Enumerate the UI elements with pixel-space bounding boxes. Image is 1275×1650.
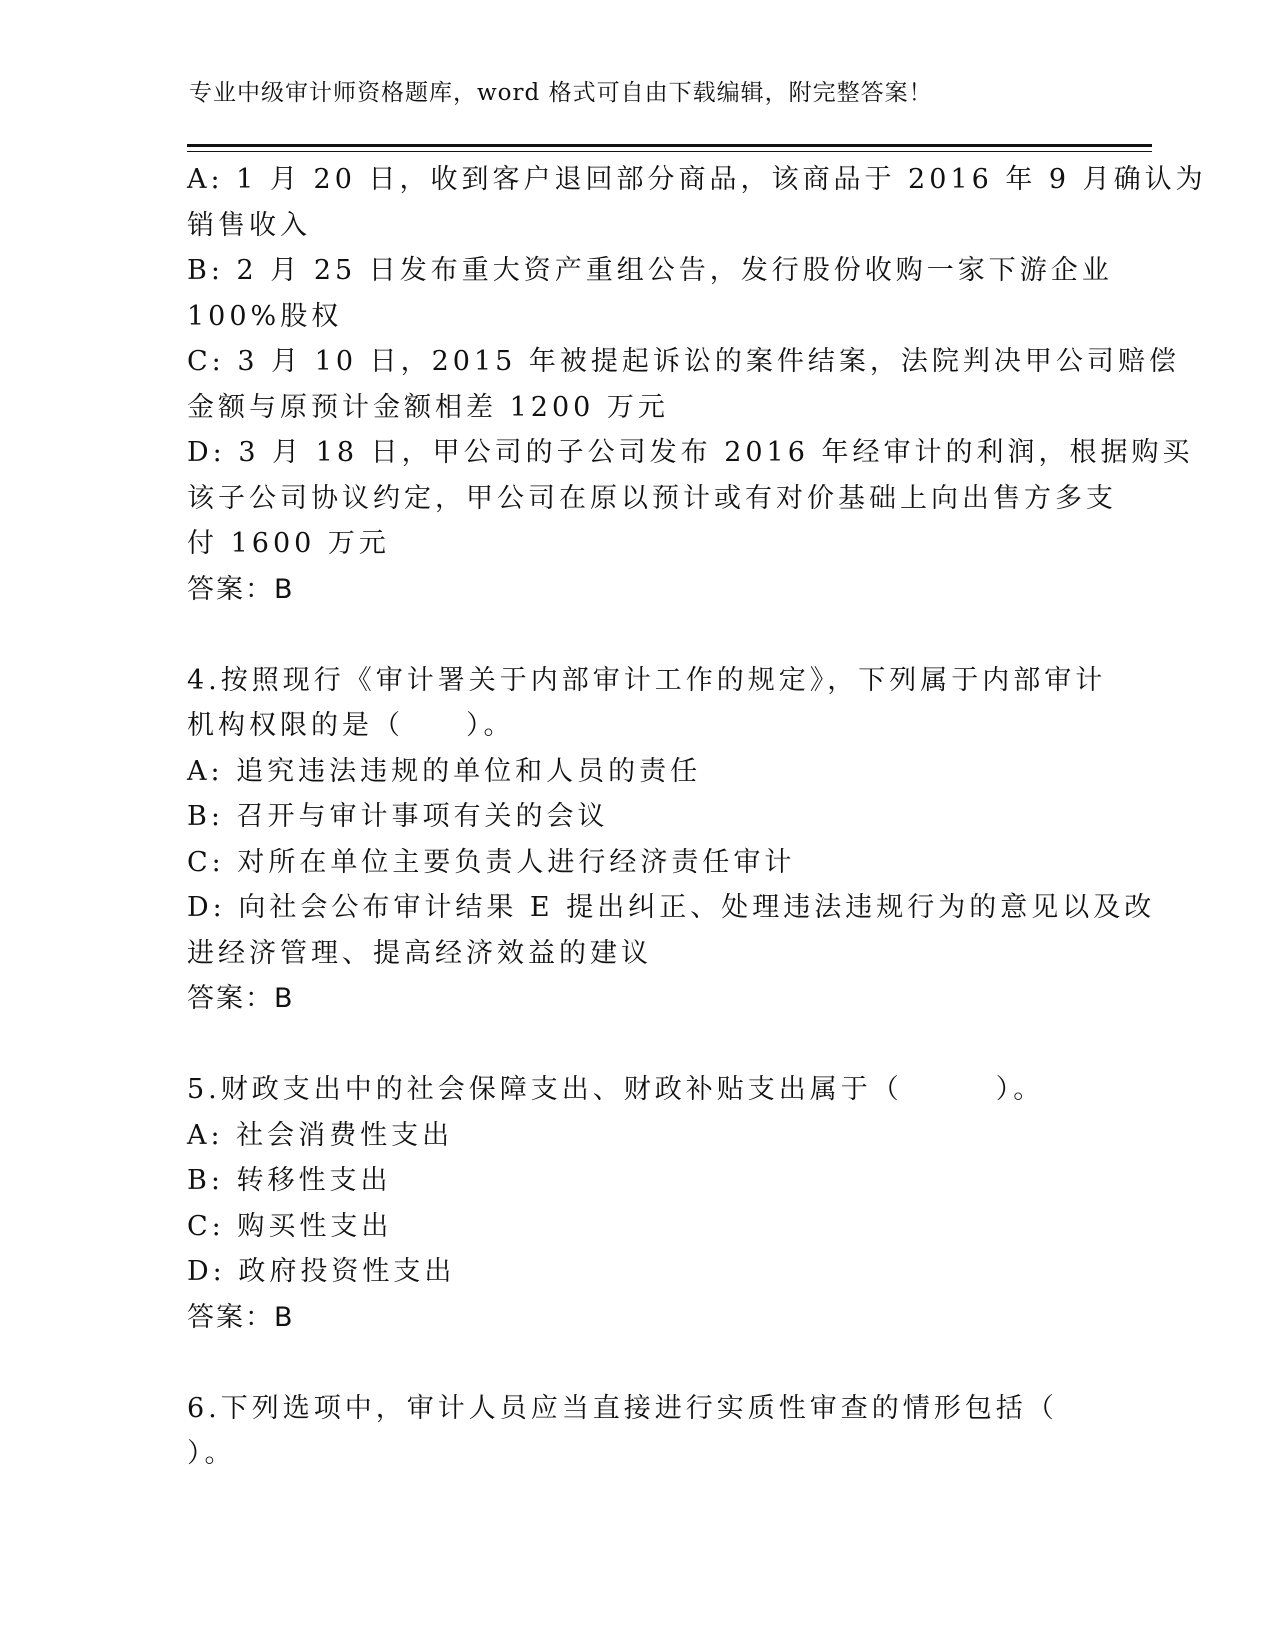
option-c: C: 对所在单位主要负责人进行经济责任审计 (187, 846, 796, 878)
spacer (187, 612, 1087, 658)
option-c-continued: 金额与原预计金额相差 1200 万元 (187, 391, 669, 423)
question-5 (187, 1067, 1087, 1340)
answer: 答案：B (187, 983, 295, 1014)
question-3-options (187, 157, 1207, 612)
option-d-continued: 该子公司协议约定，甲公司在原以预计或有对价基础上向出售方多支 (187, 482, 1117, 514)
header-divider-thin (187, 151, 1152, 152)
option-b-continued: 100%股权 (187, 300, 343, 332)
question-stem: 6.下列选项中，审计人员应当直接进行实质性审查的情形包括（ (187, 1392, 1058, 1424)
option-b: B: 召开与审计事项有关的会议 (187, 801, 609, 832)
answer: 答案：B (187, 1301, 295, 1333)
header-divider (187, 144, 1152, 147)
option-d: D: 政府投资性支出 (187, 1256, 456, 1287)
option-c: C: 购买性支出 (187, 1210, 393, 1242)
option-b: B: 转移性支出 (187, 1165, 392, 1196)
option-b: B: 2 月 25 日发布重大资产重组公告，发行股份收购一家下游企业 (187, 255, 1113, 286)
question-stem: 4.按照现行《审计署关于内部审计工作的规定》，下列属于内部审计 (187, 664, 1107, 696)
spacer (187, 1340, 1087, 1386)
question-stem-continued: 机构权限的是（ ）。 (187, 710, 515, 741)
option-c: C: 3 月 10 日，2015 年被提起诉讼的案件结案，法院判决甲公司赔偿 (187, 346, 1180, 377)
option-d: D: 向社会公布审计结果 E 提出纠正、处理违法违规行为的意见以及改 (187, 892, 1156, 923)
option-d: D: 3 月 18 日，甲公司的子公司发布 2016 年经审计的利润，根据购买 (187, 437, 1194, 468)
option-a: A: 追究违法违规的单位和人员的责任 (187, 755, 702, 787)
answer: 答案：B (187, 573, 295, 605)
document-body (187, 157, 1207, 1477)
spacer (187, 1022, 1087, 1068)
question-6 (187, 1386, 1087, 1477)
option-a: A: 1 月 20 日，收到客户退回部分商品，该商品于 2016 年 9 月确认为 (187, 164, 1207, 195)
option-a-continued: 销售收入 (187, 209, 311, 241)
question-4 (187, 658, 1156, 1022)
page-header: 专业中级审计师资格题库，word 格式可自由下载编辑，附完整答案！ (189, 80, 933, 106)
option-d-continued: 进经济管理、提高经济效益的建议 (187, 937, 652, 969)
question-stem: 5.财政支出中的社会保障支出、财政补贴支出属于（ ）。 (187, 1074, 1045, 1105)
option-a: A: 社会消费性支出 (187, 1119, 454, 1151)
question-stem-continued: ）。 (187, 1438, 236, 1469)
option-d-continued: 付 1600 万元 (187, 528, 390, 559)
